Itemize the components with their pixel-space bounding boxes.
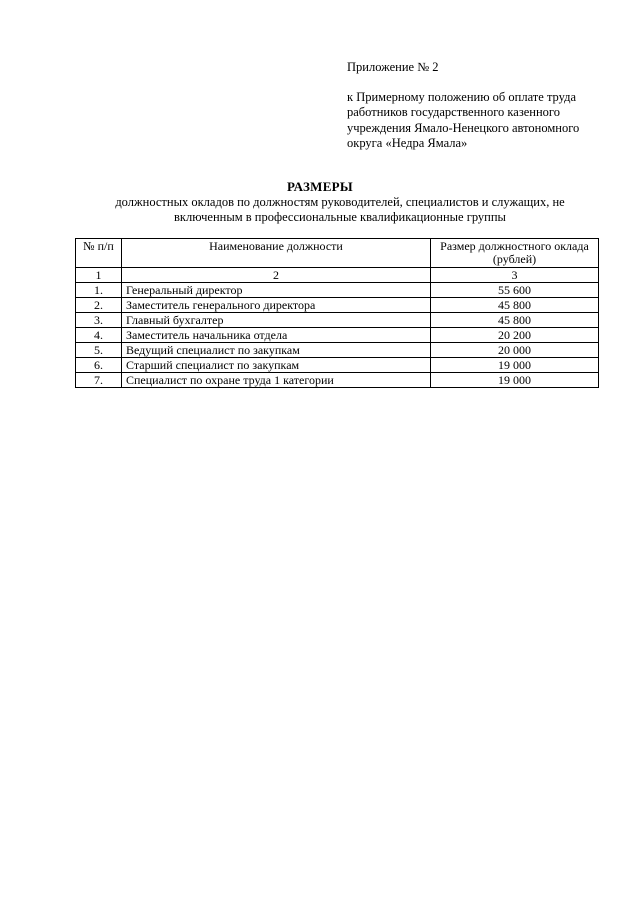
salary-table [75,238,599,388]
row-salary: 20 200 [431,328,599,343]
header-row [76,239,599,268]
appendix-line: работников государственного казенного [347,105,561,119]
table-row [76,343,599,358]
row-position: Главный бухгалтер [122,313,431,328]
row-position: Заместитель начальника отдела [122,328,431,343]
document-title: РАЗМЕРЫ [287,179,353,194]
row-num: 5. [76,343,122,358]
row-num: 4. [76,328,122,343]
appendix-line: округа «Недра Ямала» [347,136,468,150]
row-num: 7. [76,373,122,388]
table-row [76,328,599,343]
row-salary: 45 800 [431,298,599,313]
row-num: 2. [76,298,122,313]
table-row [76,373,599,388]
row-position: Ведущий специалист по закупкам [122,343,431,358]
document-subtitle [80,195,600,225]
row-position: Заместитель генерального директора [122,298,431,313]
row-salary: 20 000 [431,343,599,358]
row-salary: 45 800 [431,313,599,328]
appendix-line: к Примерному положению об оплате труда [347,89,577,104]
column-number: 2 [122,268,431,283]
row-position: Старший специалист по закупкам [122,358,431,373]
row-salary: 19 000 [431,358,599,373]
row-salary: 55 600 [431,283,599,298]
table-header [76,239,599,268]
appendix-number: Приложение № 2 [347,60,439,74]
table-body [76,268,599,388]
row-num: 1. [76,283,122,298]
row-num: 6. [76,358,122,373]
appendix-block [347,60,617,152]
row-position: Специалист по охране труда 1 категории [122,373,431,388]
row-salary: 19 000 [431,373,599,388]
table-row [76,358,599,373]
column-number-row [76,268,599,283]
column-number: 1 [76,268,122,283]
table-row [76,298,599,313]
header-num: № п/п [76,239,122,268]
subtitle-line: включенным в профессиональные квалификационные группы [174,210,506,224]
header-salary: Размер должностного оклада (рублей) [431,239,599,268]
table-row [76,313,599,328]
column-number: 3 [431,268,599,283]
row-position: Генеральный директор [122,283,431,298]
header-name: Наименование должности [122,239,431,268]
table-row [76,283,599,298]
row-num: 3. [76,313,122,328]
subtitle-line: должностных окладов по должностям руководителей, специалистов и служащих, не [115,195,565,209]
appendix-line: учреждения Ямало-Ненецкого автономного [347,120,580,135]
